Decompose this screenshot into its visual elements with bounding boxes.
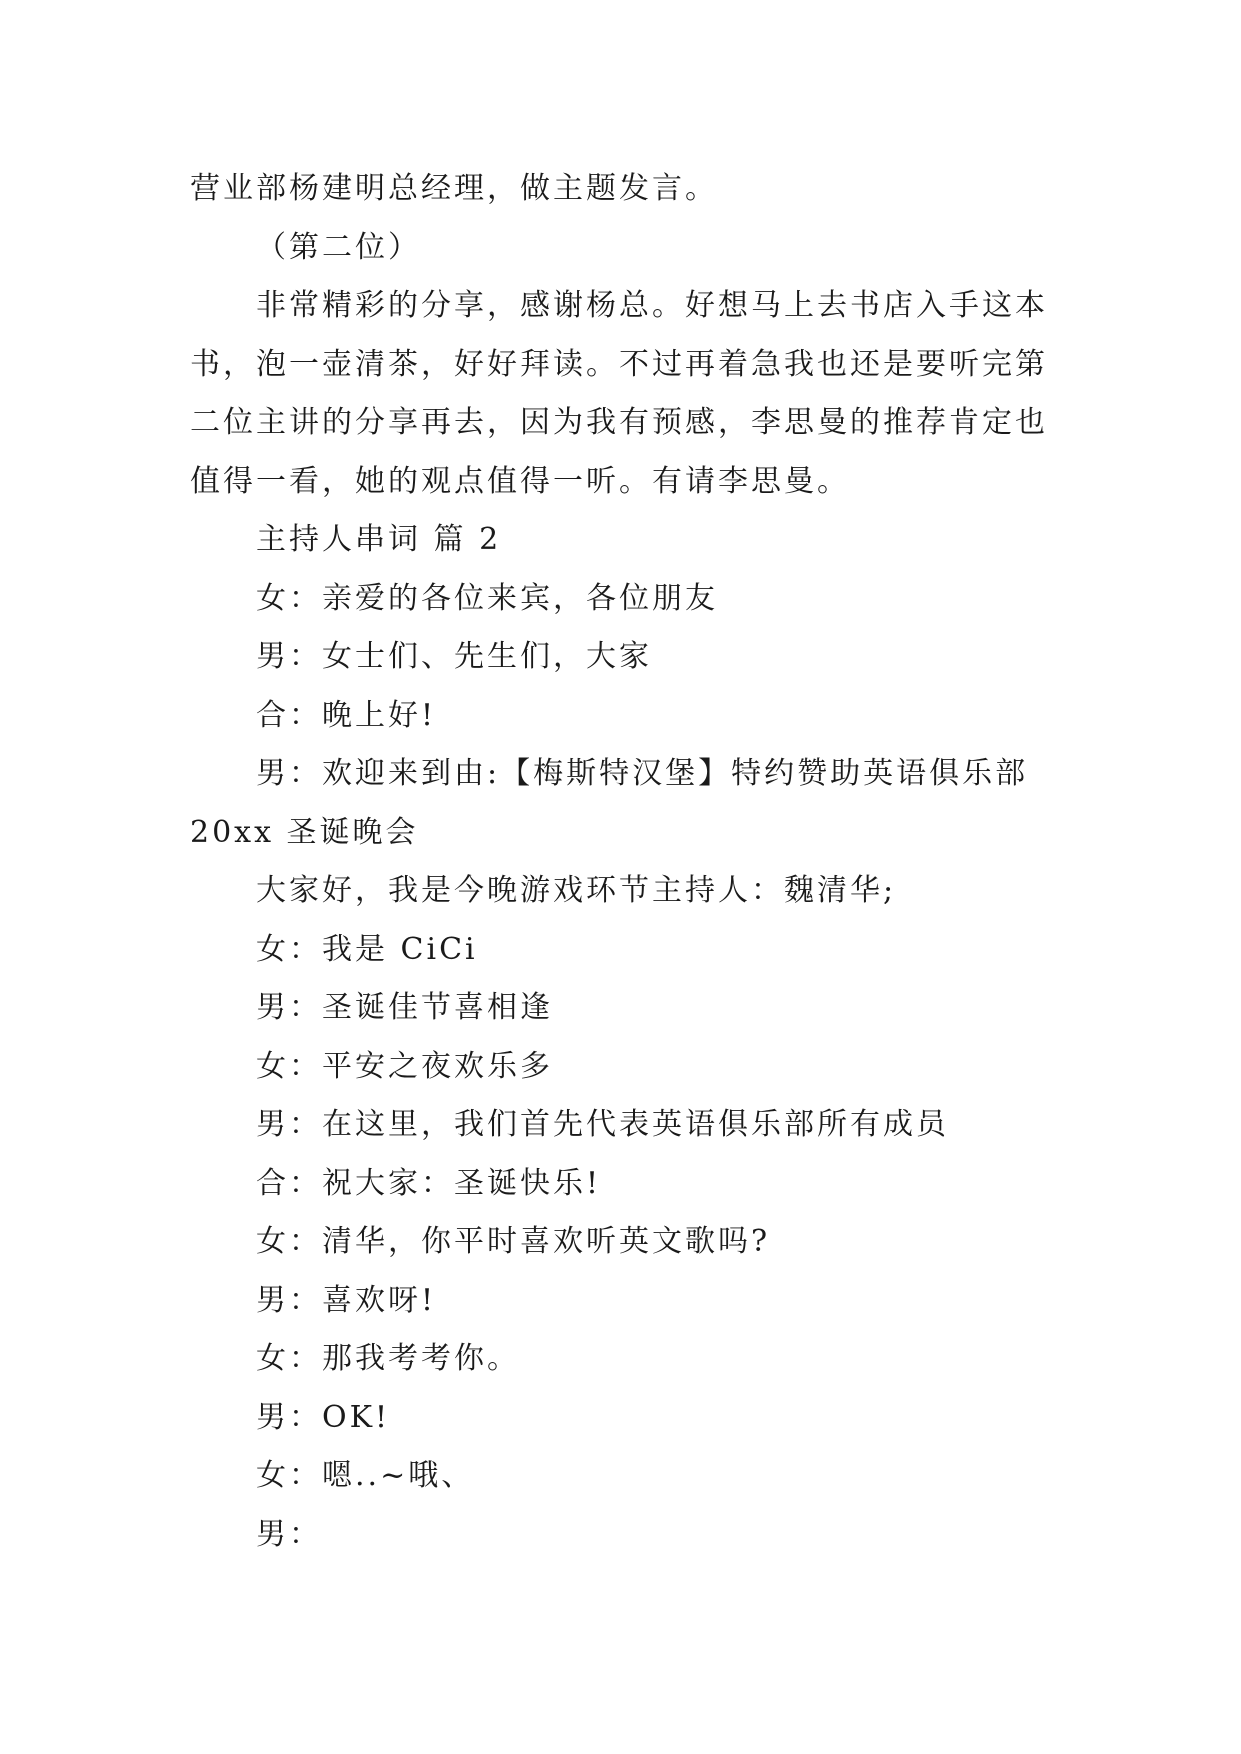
dialogue-line: 女：嗯..~哦、 xyxy=(256,1458,475,1493)
section-heading: 主持人串词 篇 2 xyxy=(256,522,502,557)
dialogue-line: 女：平安之夜欢乐多 xyxy=(256,1048,553,1084)
paragraph-second-speaker: （第二位） xyxy=(256,229,421,265)
dialogue-line: 男：OK! xyxy=(256,1399,391,1435)
document-body xyxy=(190,160,1060,1564)
dialogue-line: 女：那我考考你。 xyxy=(256,1341,520,1376)
dialogue-line: 男：圣诞佳节喜相逢 xyxy=(256,990,553,1025)
dialogue-line: 男：女士们、先生们，大家 xyxy=(256,639,652,674)
dialogue-line: 男： xyxy=(256,1516,322,1552)
paragraph-speech-intro: 营业部杨建明总经理，做主题发言。 xyxy=(190,171,718,206)
dialogue-line: 男：在这里，我们首先代表英语俱乐部所有成员 xyxy=(256,1107,949,1142)
paragraph-host-transition: 非常精彩的分享，感谢杨总。好想马上去书店入手这本书，泡一壶清茶，好好拜读。不过再着急我也还是要听完第二位主讲的分享再去，因为我有预感，李思曼的推荐肯定也值得一看，她的观点值得一听。有请李思曼。 xyxy=(190,288,1048,499)
dialogue-line: 男：欢迎来到由:【梅斯特汉堡】特约赞助英语俱乐部 20xx 圣诞晚会 xyxy=(190,756,1041,850)
dialogue-line: 女：亲爱的各位来宾，各位朋友 xyxy=(256,580,718,616)
dialogue-line: 女：清华，你平时喜欢听英文歌吗? xyxy=(256,1224,771,1259)
dialogue-line: 女：我是 CiCi xyxy=(256,931,478,967)
dialogue-line: 合：晚上好! xyxy=(256,697,437,733)
dialogue-line: 合：祝大家：圣诞快乐! xyxy=(256,1165,602,1201)
dialogue-line: 男：喜欢呀! xyxy=(256,1282,437,1318)
dialogue-line: 大家好，我是今晚游戏环节主持人：魏清华; xyxy=(256,873,897,908)
